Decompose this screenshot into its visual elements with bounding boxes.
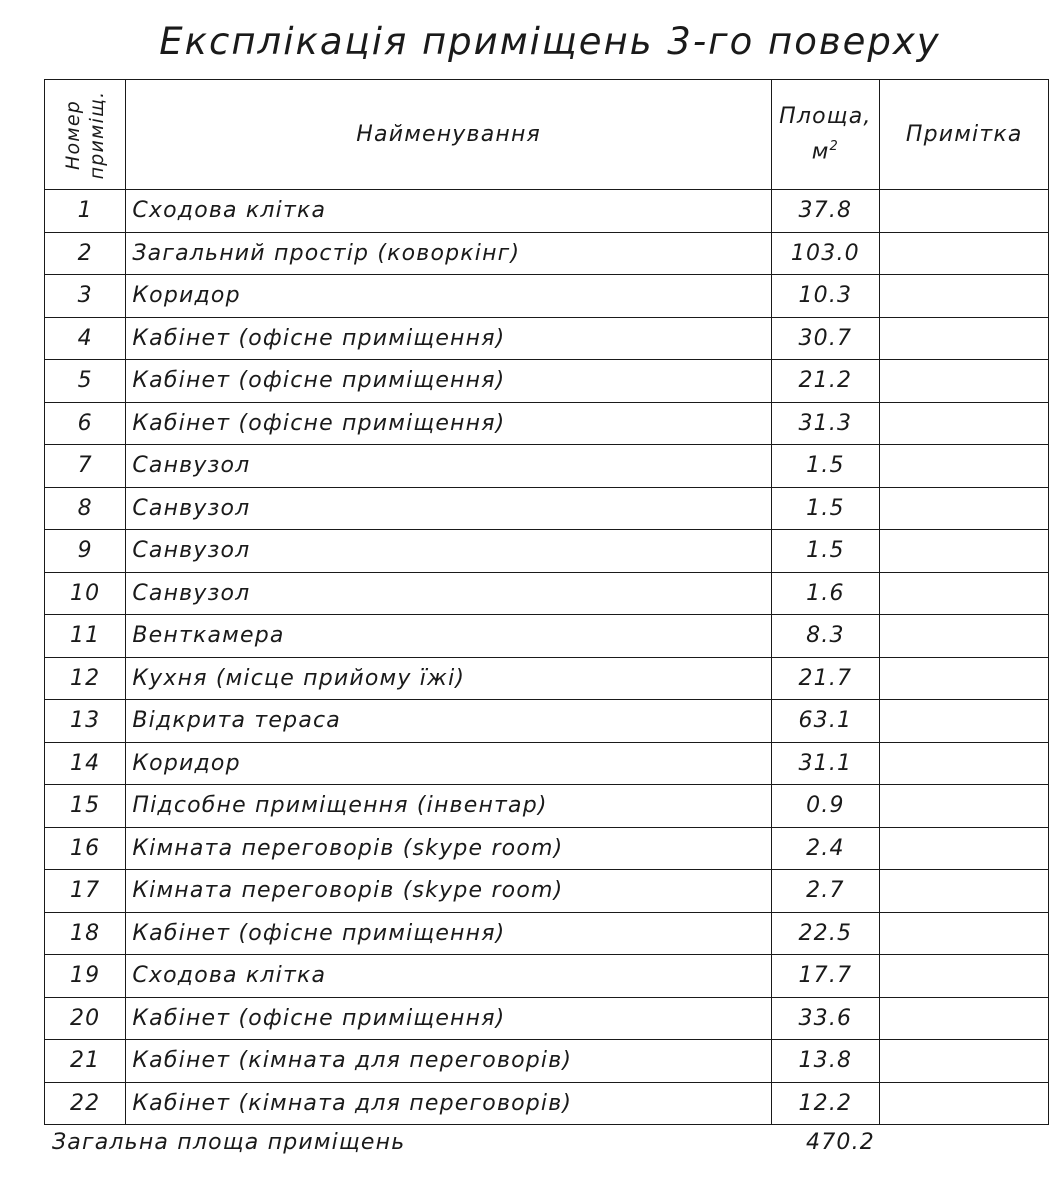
table-row [45, 190, 1049, 233]
room-name-cell: Кабінет (офісне приміщення) [126, 317, 772, 360]
room-note-cell [879, 317, 1048, 360]
room-number-cell: 14 [45, 742, 126, 785]
column-header-number [45, 80, 126, 190]
room-area-cell: 2.7 [771, 870, 879, 913]
column-header-area [771, 80, 879, 190]
room-area-cell: 31.3 [771, 402, 879, 445]
room-note-cell [879, 785, 1048, 828]
room-number-cell: 20 [45, 997, 126, 1040]
room-name-cell: Венткамера [126, 615, 772, 658]
room-name-cell: Кабінет (кімната для переговорів) [126, 1082, 772, 1125]
room-area-cell: 0.9 [771, 785, 879, 828]
room-number-cell: 6 [45, 402, 126, 445]
room-name-cell: Відкрита тераса [126, 700, 772, 743]
room-number-cell: 8 [45, 487, 126, 530]
room-name-cell: Загальний простір (коворкінг) [126, 232, 772, 275]
room-name-cell: Коридор [126, 275, 772, 318]
room-number-cell: 18 [45, 912, 126, 955]
room-area-cell: 13.8 [771, 1040, 879, 1083]
column-header-name: Найменування [126, 80, 772, 190]
table-header-row [45, 80, 1049, 190]
table-row [45, 232, 1049, 275]
room-number-cell: 16 [45, 827, 126, 870]
room-name-cell: Санвузол [126, 572, 772, 615]
room-number-cell: 2 [45, 232, 126, 275]
room-area-cell: 1.5 [771, 530, 879, 573]
room-number-cell: 15 [45, 785, 126, 828]
room-note-cell [879, 955, 1048, 998]
room-name-cell: Коридор [126, 742, 772, 785]
room-note-cell [879, 1082, 1048, 1125]
room-name-cell: Кухня (місце прийому їжі) [126, 657, 772, 700]
room-number-cell: 13 [45, 700, 126, 743]
room-name-cell: Кабінет (офісне приміщення) [126, 912, 772, 955]
room-name-cell: Кабінет (офісне приміщення) [126, 360, 772, 403]
room-note-cell [879, 572, 1048, 615]
room-area-cell: 1.5 [771, 487, 879, 530]
room-area-cell: 63.1 [771, 700, 879, 743]
room-note-cell [879, 445, 1048, 488]
room-note-cell [879, 657, 1048, 700]
room-name-cell: Кабінет (кімната для переговорів) [126, 1040, 772, 1083]
room-area-cell: 2.4 [771, 827, 879, 870]
room-area-cell: 37.8 [771, 190, 879, 233]
room-number-cell: 4 [45, 317, 126, 360]
table-row [45, 912, 1049, 955]
room-note-cell [879, 742, 1048, 785]
table-row [45, 1040, 1049, 1083]
column-header-area-line1: Площа, [779, 103, 872, 129]
room-note-cell [879, 190, 1048, 233]
room-number-cell: 1 [45, 190, 126, 233]
room-area-cell: 10.3 [771, 275, 879, 318]
room-name-cell: Кабінет (офісне приміщення) [126, 997, 772, 1040]
table-row [45, 997, 1049, 1040]
room-number-cell: 7 [45, 445, 126, 488]
table-row [45, 317, 1049, 360]
column-header-area-unit: м [811, 139, 830, 165]
rooms-table [44, 79, 1049, 1125]
room-note-cell [879, 870, 1048, 913]
room-area-cell: 21.7 [771, 657, 879, 700]
room-number-cell: 3 [45, 275, 126, 318]
table-row [45, 615, 1049, 658]
room-area-cell: 8.3 [771, 615, 879, 658]
room-name-cell: Санвузол [126, 530, 772, 573]
column-header-number-line2: приміщ. [86, 90, 109, 179]
table-row [45, 700, 1049, 743]
table-row [45, 360, 1049, 403]
table-row [45, 1082, 1049, 1125]
room-note-cell [879, 275, 1048, 318]
room-area-cell: 21.2 [771, 360, 879, 403]
room-number-cell: 22 [45, 1082, 126, 1125]
column-header-number-line1: Номер [62, 99, 85, 170]
room-name-cell: Кімната переговорів (skype room) [126, 870, 772, 913]
room-name-cell: Санвузол [126, 445, 772, 488]
table-row [45, 955, 1049, 998]
room-note-cell [879, 402, 1048, 445]
table-row [45, 657, 1049, 700]
table-row [45, 827, 1049, 870]
room-number-cell: 17 [45, 870, 126, 913]
room-area-cell: 1.5 [771, 445, 879, 488]
room-name-cell: Санвузол [126, 487, 772, 530]
room-number-cell: 5 [45, 360, 126, 403]
table-row [45, 742, 1049, 785]
room-name-cell: Підсобне приміщення (інвентар) [126, 785, 772, 828]
room-note-cell [879, 232, 1048, 275]
total-area-label: Загальна площа приміщень [52, 1130, 406, 1155]
page-title: Експлікація приміщень 3-го поверху [159, 20, 941, 63]
room-number-cell: 11 [45, 615, 126, 658]
room-note-cell [879, 827, 1048, 870]
table-row [45, 402, 1049, 445]
room-note-cell [879, 700, 1048, 743]
room-number-cell: 10 [45, 572, 126, 615]
room-note-cell [879, 530, 1048, 573]
room-area-cell: 22.5 [771, 912, 879, 955]
room-number-cell: 19 [45, 955, 126, 998]
room-name-cell: Кабінет (офісне приміщення) [126, 402, 772, 445]
room-note-cell [879, 912, 1048, 955]
table-row [45, 572, 1049, 615]
room-number-cell: 9 [45, 530, 126, 573]
room-name-cell: Сходова клітка [126, 955, 772, 998]
column-header-note: Примітка [879, 80, 1048, 190]
room-name-cell: Сходова клітка [126, 190, 772, 233]
room-area-cell: 31.1 [771, 742, 879, 785]
room-number-cell: 12 [45, 657, 126, 700]
column-header-area-sup: 2 [829, 138, 839, 154]
room-name-cell: Кімната переговорів (skype room) [126, 827, 772, 870]
total-area-value: 470.2 [806, 1130, 875, 1155]
room-note-cell [879, 997, 1048, 1040]
table-row [45, 870, 1049, 913]
room-note-cell [879, 487, 1048, 530]
room-note-cell [879, 615, 1048, 658]
table-row [45, 530, 1049, 573]
table-row [45, 785, 1049, 828]
room-note-cell [879, 1040, 1048, 1083]
table-row [45, 445, 1049, 488]
room-area-cell: 103.0 [771, 232, 879, 275]
room-note-cell [879, 360, 1048, 403]
room-area-cell: 17.7 [771, 955, 879, 998]
room-area-cell: 30.7 [771, 317, 879, 360]
room-number-cell: 21 [45, 1040, 126, 1083]
room-area-cell: 12.2 [771, 1082, 879, 1125]
table-row [45, 275, 1049, 318]
room-area-cell: 1.6 [771, 572, 879, 615]
table-row [45, 487, 1049, 530]
room-area-cell: 33.6 [771, 997, 879, 1040]
